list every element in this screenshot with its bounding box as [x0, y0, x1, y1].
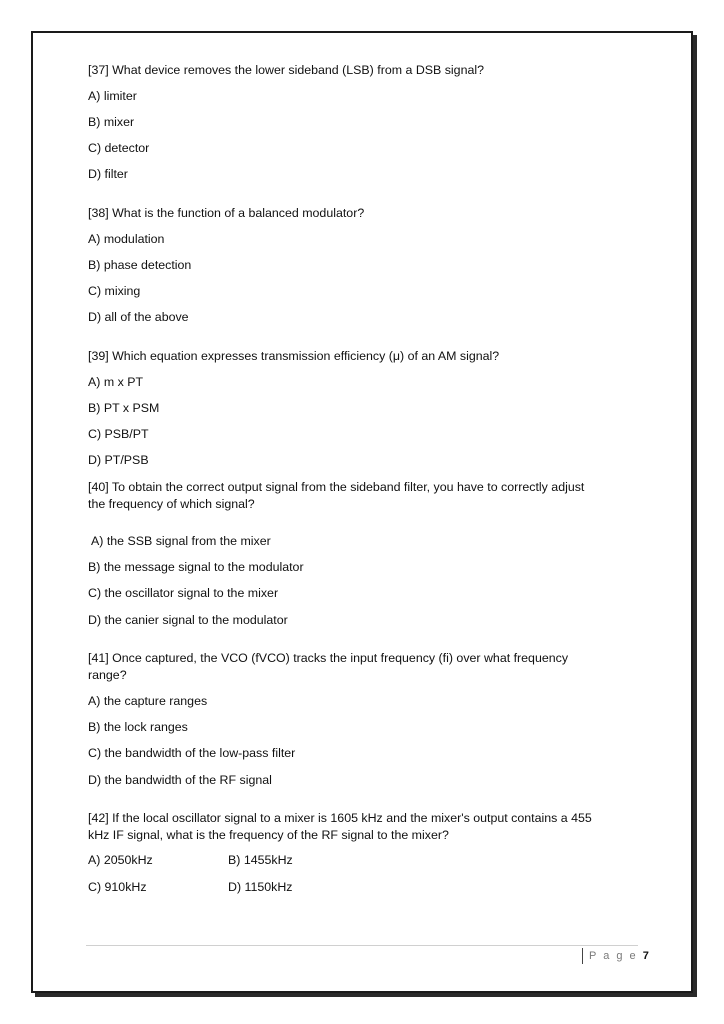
page-footer	[582, 948, 649, 964]
question-38-stem: [38] What is the function of a balanced modulator?	[88, 206, 365, 220]
question-39-option-b: B) PT x PSM	[88, 401, 160, 415]
question-37-option-d: D) filter	[88, 167, 128, 181]
footer-divider	[86, 945, 638, 946]
question-37-option-c: C) detector	[88, 141, 150, 155]
question-41-option-c: C) the bandwidth of the low-pass filter	[88, 746, 296, 760]
question-42-option-d: D) 1150kHz	[228, 880, 293, 894]
question-38-option-d: D) all of the above	[88, 310, 189, 324]
page-number: 7	[642, 950, 649, 962]
question-41-stem-line-1: [41] Once captured, the VCO (fVCO) tracks the input frequency (fi) over what frequency	[88, 651, 569, 665]
question-39-stem: [39] Which equation expresses transmission efficiency (μ) of an AM signal?	[88, 349, 500, 363]
question-40-option-d: D) the canier signal to the modulator	[88, 613, 288, 627]
question-39-option-d: D) PT/PSB	[88, 453, 149, 467]
question-38-option-a: A) modulation	[88, 232, 165, 246]
question-41-option-d: D) the bandwidth of the RF signal	[88, 773, 272, 787]
question-39-option-c: C) PSB/PT	[88, 427, 149, 441]
question-38-option-c: C) mixing	[88, 284, 141, 298]
question-40-option-c: C) the oscillator signal to the mixer	[88, 586, 279, 600]
question-37-stem: [37] What device removes the lower sideband (LSB) from a DSB signal?	[88, 63, 484, 77]
question-40-stem-line-1: [40] To obtain the correct output signal from the sideband filter, you have to correctly adjust	[88, 480, 585, 494]
question-39-option-a: A) m x PT	[88, 375, 144, 389]
question-42-option-a: A) 2050kHz	[88, 853, 153, 867]
question-41-option-b: B) the lock ranges	[88, 720, 188, 734]
question-40-option-a: A) the SSB signal from the mixer	[91, 534, 271, 548]
question-42-option-b: B) 1455kHz	[228, 853, 293, 867]
question-37-option-b: B) mixer	[88, 115, 135, 129]
question-42-stem-line-1: [42] If the local oscillator signal to a mixer is 1605 kHz and the mixer's output contains a 455	[88, 811, 592, 825]
question-37-option-a: A) limiter	[88, 89, 137, 103]
question-38-option-b: B) phase detection	[88, 258, 192, 272]
question-40-option-b: B) the message signal to the modulator	[88, 560, 304, 574]
question-41-stem-line-2: range?	[88, 668, 127, 682]
question-42-stem-line-2: kHz IF signal, what is the frequency of the RF signal to the mixer?	[88, 828, 449, 842]
question-42-option-c: C) 910kHz	[88, 880, 147, 894]
question-41-option-a: A) the capture ranges	[88, 694, 208, 708]
question-40-stem-line-2: the frequency of which signal?	[88, 497, 255, 511]
page-label: P a g e	[589, 950, 638, 962]
